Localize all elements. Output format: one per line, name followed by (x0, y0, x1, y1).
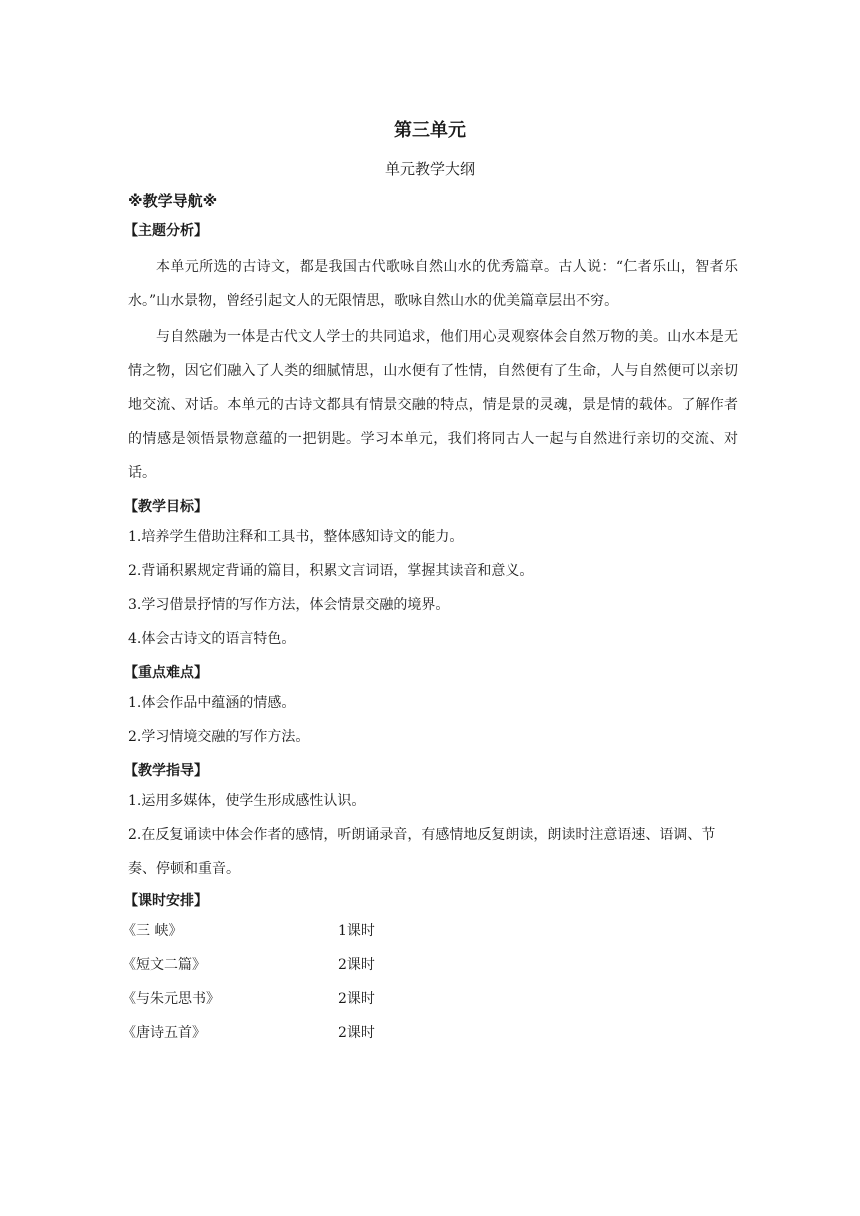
document-body (122, 190, 738, 1056)
teaching-navigation-heading: ※教学导航※ (128, 192, 218, 210)
schedule-lesson-title: 《三 峡》 (122, 923, 183, 939)
teaching-guidance-heading: 【教学指导】 (124, 763, 208, 779)
keypoint-item-2: 2.学习情境交融的写作方法。 (128, 729, 310, 745)
schedule-row (122, 988, 738, 1010)
schedule-row (122, 1022, 738, 1044)
schedule-lesson-title: 《唐诗五首》 (122, 1025, 206, 1041)
unit-subtitle: 单元教学大纲 (384, 160, 475, 178)
theme-paragraph-1: 本单元所选的古诗文，都是我国古代歌咏自然山水的优秀篇章。古人说：“仁者乐山，智者乐水。”山水景物，曾经引起文人的无限情思，歌咏自然山水的优美篇章层出不穷。 (128, 259, 738, 309)
goal-item-4: 4.体会古诗文的语言特色。 (128, 631, 296, 647)
schedule-lesson-title: 《与朱元思书》 (122, 991, 220, 1007)
theme-paragraph-2: 与自然融为一体是古代文人学士的共同追求，他们用心灵观察体会自然万物的美。山水本是无情之物，因它们融入了人类的细腻情思，山水便有了性情，自然便有了生命，人与自然便可以亲切地交流、对话。本单元的古诗文都具有情景交融的特点，情是景的灵魂，景是情的载体。了解作者的情感是领悟景物意蕴的一把钥匙。学习本单元，我们将同古人一起与自然进行亲切的交流、对话。 (128, 329, 738, 481)
schedule-row (122, 954, 738, 976)
schedule-lesson-hours: 2课时 (338, 957, 375, 973)
unit-title: 第三单元 (394, 120, 466, 141)
goal-item-3: 3.学习借景抒情的写作方法，体会情景交融的境界。 (128, 597, 450, 613)
goal-item-1: 1.培养学生借助注释和工具书，整体感知诗文的能力。 (128, 529, 464, 545)
schedule-lesson-hours: 2课时 (338, 991, 375, 1007)
goal-item-2: 2.背诵积累规定背诵的篇目，积累文言词语，掌握其读音和意义。 (128, 563, 534, 579)
theme-analysis-heading: 【主题分析】 (124, 223, 208, 239)
schedule-lesson-title: 《短文二篇》 (122, 957, 206, 973)
schedule-heading: 【课时安排】 (124, 893, 208, 909)
schedule-lesson-hours: 1课时 (338, 923, 375, 939)
guidance-item-2: 2.在反复诵读中体会作者的感情，听朗诵录音，有感情地反复朗读，朗读时注意语速、语调、节奏、停顿和重音。 (128, 827, 716, 877)
schedule-row (122, 920, 738, 942)
guidance-item-1: 1.运用多媒体，使学生形成感性认识。 (128, 793, 366, 809)
keypoint-item-1: 1.体会作品中蕴涵的情感。 (128, 695, 296, 711)
schedule-lesson-hours: 2课时 (338, 1025, 375, 1041)
teaching-goals-heading: 【教学目标】 (124, 499, 208, 515)
key-points-heading: 【重点难点】 (124, 665, 208, 681)
